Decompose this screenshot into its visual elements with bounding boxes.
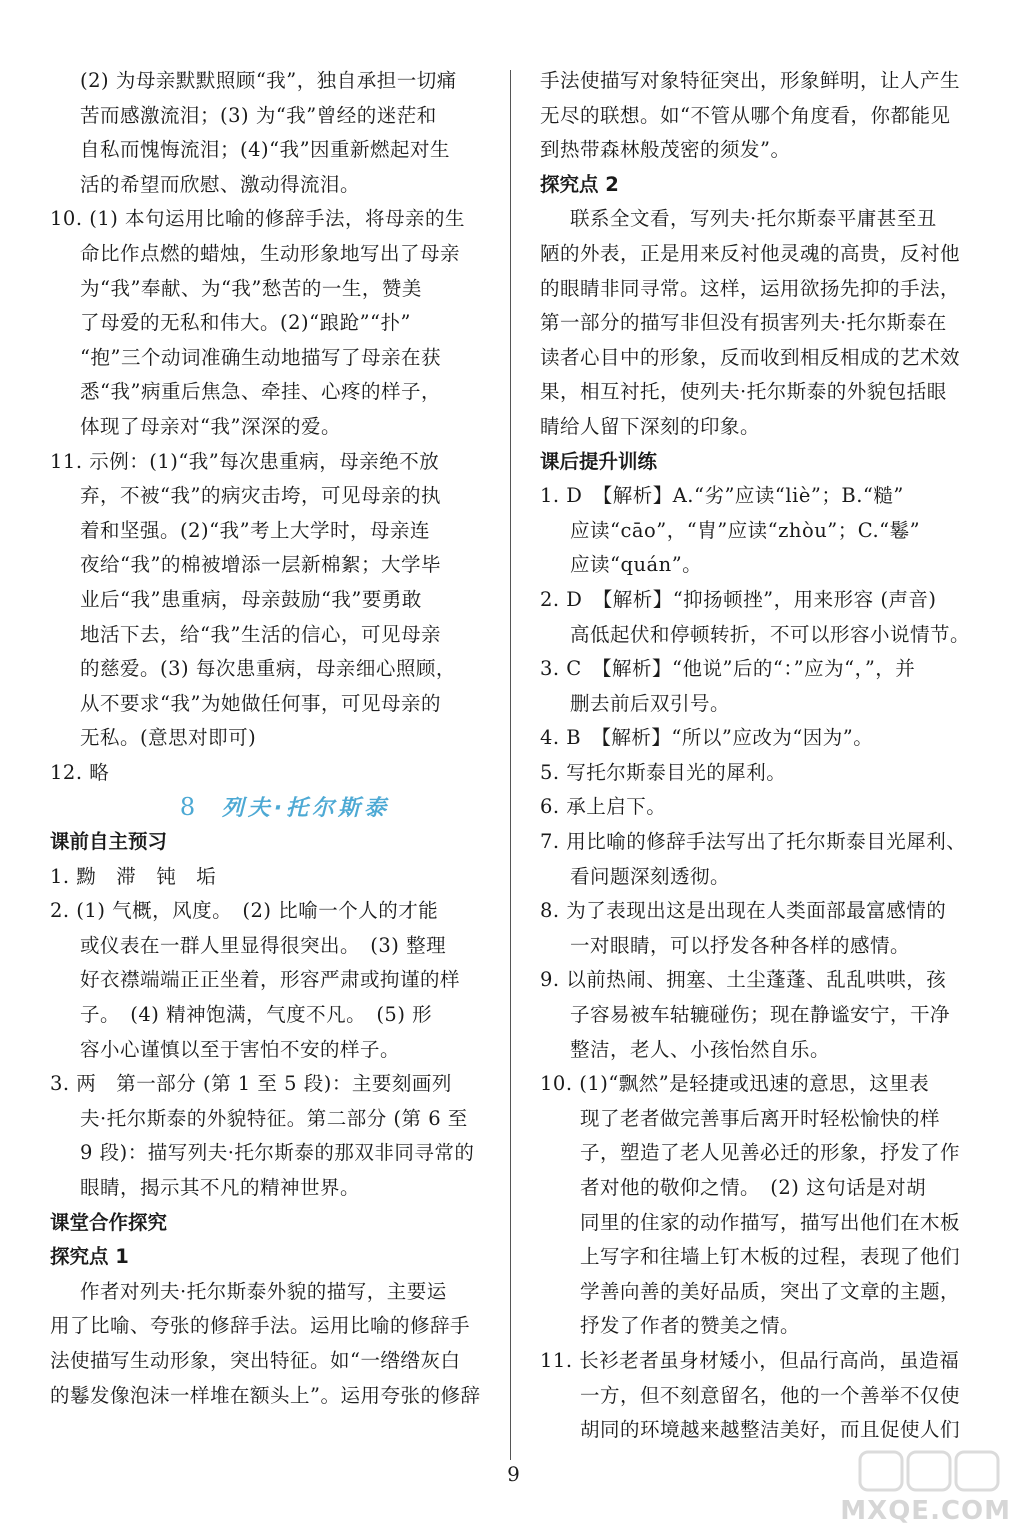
text-line: 11. 示例：(1)“我”每次患重病，母亲绝不放 [50,449,440,473]
text-line: 6. 承上启下。 [540,795,667,819]
text-line: 3. C 【解析】“他说”后的“：”应为“，”，并 [540,657,916,681]
right-column [540,64,976,1448]
left-column [50,64,480,1413]
text-line: 2. D 【解析】“抑扬顿挫”，用来形容 (声音) [540,587,937,611]
text-line: 高低起伏和停顿转折，不可以形容小说情节。 [570,622,971,646]
text-line: 同里的住家的动作描写，描写出他们在木板 [580,1210,961,1234]
text-line: 悉“我”病重后焦急、牵挂、心疼的样子， [80,380,441,404]
text-line: 弃，不被“我”的病灾击垮，可见母亲的执 [80,484,441,508]
text-line: 9 段)：描写列夫·托尔斯泰的那双非同寻常的 [80,1141,475,1165]
section-title: 列夫·托尔斯泰 [221,796,391,822]
page-number: 9 [507,1462,520,1486]
text-line: 应读“cāo”，“胄”应读“zhòu”；C.“鬈” [570,518,921,542]
text-line: 作者对列夫·托尔斯泰外貌的描写，主要运 [80,1279,447,1303]
text-line: 第一部分的描写非但没有损害列夫·托尔斯泰在 [540,311,947,335]
text-line: 抒发了作者的赞美之情。 [580,1314,801,1338]
text-line: 活的希望而欣慰、激动得流泪。 [80,172,361,196]
text-line: (2) 为母亲默默照顾“我”，独自承担一切痛 [80,69,457,92]
text-line: 看问题深刻透彻。 [570,864,731,888]
text-line: 体现了母亲对“我”深深的爱。 [80,414,341,438]
text-line: 或仪表在一群人里显得很突出。 (3) 整理 [80,933,447,957]
section-subheading: 课后提升训练 [540,449,658,473]
text-line: 无尽的联想。如“不管从哪个角度看，你都能见 [540,103,951,127]
text-line: 夜给“我”的棉被增添一层新棉絮；大学毕 [80,553,441,577]
watermark-text: MXQE.COM [840,1496,1011,1526]
text-line: 10. (1) 本句运用比喻的修辞手法，将母亲的生 [50,207,466,231]
text-line: 的眼睛非同寻常。这样，运用欲扬先抑的手法， [540,276,961,300]
text-line: 陋的外表，正是用来反衬他灵魂的高贵，反衬他 [540,241,961,265]
left-answers-8 [50,825,480,1413]
text-line: 命比作点燃的蜡烛，生动形象地写出了母亲 [80,241,461,265]
text-line: 法使描写生动形象，突出特征。如“一绺绺灰白 [50,1348,461,1372]
watermark-logo [840,1448,1019,1528]
text-line: 睛给人留下深刻的印象。 [540,414,761,438]
text-line: 学善向善的美好品质，突出了文章的主题， [580,1279,961,1303]
text-line: 11. 长衫老者虽身材矮小，但品行高尚，虽造福 [540,1348,960,1372]
text-line: 2. (1) 气概，风度。 (2) 比喻一个人的才能 [50,899,439,923]
text-line: 到热带森林般茂密的须发”。 [540,138,791,162]
text-line: 好衣襟端端正正坐着，形容严肃或拘谨的样 [80,968,461,992]
text-line: 地活下去，给“我”生活的信心，可见母亲 [80,622,441,646]
section-subheading: 课堂合作探究 [50,1210,168,1234]
text-line: 读者心目中的形象，反而收到相反相成的艺术效 [540,345,961,369]
text-line: 为“我”奉献、为“我”愁苦的一生，赞美 [80,276,422,300]
text-line: 7. 用比喻的修辞手法写出了托尔斯泰目光犀利、 [540,830,967,854]
text-line: 10. (1)“飘然”是轻捷或迅速的意思，这里表 [540,1072,930,1096]
text-line: 上写字和往墙上钉木板的过程，表现了他们 [580,1245,961,1269]
text-line: 4. B 【解析】“所以”应改为“因为”。 [540,726,874,750]
text-line: 5. 写托尔斯泰目光的犀利。 [540,760,787,784]
text-line: 着和坚强。(2)“我”考上大学时，母亲连 [80,518,431,542]
text-line: 夫·托尔斯泰的外貌特征。第二部分 (第 6 至 [80,1106,468,1130]
text-line: 无私。(意思对即可) [80,726,257,750]
text-line: 胡同的环境越来越整洁美好，而且促使人们 [580,1418,961,1442]
text-line: 子，塑造了老人见善必迁的形象，抒发了作 [580,1141,961,1165]
text-line: 12. 略 [50,760,110,784]
text-line: 用了比喻、夸张的修辞手法。运用比喻的修辞手 [50,1314,471,1338]
text-line: “抱”三个动词准确生动地描写了母亲在获 [80,345,441,369]
section-subheading: 探究点 1 [50,1245,129,1269]
text-line: 8. 为了表现出这是出现在人类面部最富感情的 [540,899,947,923]
text-line: 3. 两 第一部分 (第 1 至 5 段)：主要刻画列 [50,1072,452,1096]
text-line: 眼睛，揭示其不凡的精神世界。 [80,1176,361,1199]
text-line: 1. 黝 滞 钝 垢 [50,864,217,888]
text-line: 的慈爱。(3) 每次患重病，母亲细心照顾， [80,657,456,681]
text-line: 1. D 【解析】A.“劣”应读“liè”；B.“糙” [540,484,904,508]
text-line: 了母爱的无私和伟大。(2)“踉跄”“扑” [80,311,411,335]
text-line: 子。 (4) 精神饱满，气度不凡。 (5) 形 [80,1003,433,1027]
text-line: 自私而愧悔流泪；(4)“我”因重新燃起对生 [80,138,451,162]
section-heading [50,790,480,825]
text-line: 手法使描写对象特征突出，形象鲜明，让人产生 [540,69,961,92]
left-answers-7 [50,64,480,790]
text-line: 整洁，老人、小孩怡然自乐。 [570,1037,831,1061]
text-line: 果，相互衬托，使列夫·托尔斯泰的外貌包括眼 [540,380,947,404]
text-line: 的鬈发像泡沫一样堆在额头上”。运用夸张的修辞 [50,1383,481,1407]
text-line: 应读“quán”。 [570,553,703,577]
section-subheading: 探究点 2 [540,172,619,196]
text-line: 容小心谨慎以至于害怕不安的样子。 [80,1037,401,1061]
section-subheading: 课前自主预习 [50,830,168,854]
text-line: 一对眼睛，可以抒发各种各样的感情。 [570,933,911,957]
text-line: 子容易被车轱辘碰伤；现在静谧安宁，干净 [570,1003,951,1027]
text-line: 现了老者做完善事后离开时轻松愉快的样 [580,1106,941,1130]
text-line: 苦而感激流泪；(3) 为“我”曾经的迷茫和 [80,103,437,127]
text-line: 从不要求“我”为她做任何事，可见母亲的 [80,691,441,715]
text-line: 者对他的敬仰之情。 (2) 这句话是对胡 [580,1176,927,1199]
text-line: 删去前后双引号。 [570,691,731,715]
text-line: 9. 以前热闹、拥塞、土尘蓬蓬、乱乱哄哄，孩 [540,968,947,992]
text-line: 联系全文看，写列夫·托尔斯泰平庸甚至丑 [570,207,937,231]
text-line: 业后“我”患重病，母亲鼓励“我”要勇敢 [80,587,422,611]
section-number: 8 [179,793,196,822]
text-line: 一方，但不刻意留名，他的一个善举不仅使 [580,1383,961,1407]
column-divider [510,70,511,1460]
